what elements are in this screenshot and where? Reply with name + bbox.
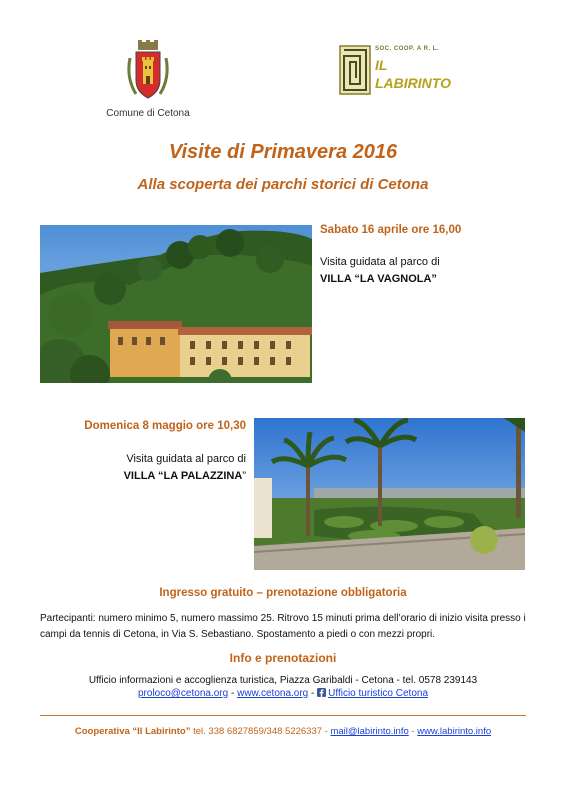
tourist-office-line: Ufficio informazioni e accoglienza turistica, Piazza Garibaldi - Cetona - tel. 0578 239143 xyxy=(88,675,478,686)
comune-crest-icon xyxy=(124,40,172,104)
logo-word-labirinto: LABIRINTO xyxy=(375,75,451,91)
comune-label: Comune di Cetona xyxy=(106,108,190,119)
proloco-email-link[interactable]: proloco@cetona.org xyxy=(137,688,229,699)
event1-description: Visita guidata al parco di xyxy=(320,256,440,268)
event1-villa: VILLA “LA VAGNOLA” xyxy=(320,273,437,285)
separator: - xyxy=(228,688,238,699)
page-subtitle: Alla scoperta dei parchi storici di Cetona xyxy=(137,176,429,193)
facebook-icon[interactable] xyxy=(317,688,326,697)
logo-word-il: IL xyxy=(375,57,388,73)
event1-date: Sabato 16 aprile ore 16,00 xyxy=(320,224,462,236)
event2-villa-name: VILLA “LA PALAZZINA xyxy=(123,470,243,482)
event2-description: Visita guidata al parco di xyxy=(126,453,246,465)
event2-villa-closing-quote: ” xyxy=(242,470,246,482)
separator: - xyxy=(408,726,418,737)
page-title: Visite di Primavera 2016 xyxy=(168,141,398,163)
event2-villa xyxy=(0,470,246,482)
footer-divider xyxy=(40,715,526,716)
coop-name: Cooperativa “Il Labirinto” xyxy=(74,726,191,737)
labirinto-email-link[interactable]: mail@labirinto.info xyxy=(330,726,409,737)
info-heading: Info e prenotazioni xyxy=(229,651,337,665)
labirinto-website-link[interactable]: www.labirinto.info xyxy=(417,726,492,737)
cetona-website-link[interactable]: www.cetona.org xyxy=(237,688,309,699)
ingresso-notice: Ingresso gratuito – prenotazione obbligatoria xyxy=(159,587,407,599)
separator: - xyxy=(308,688,318,699)
villa-vagnola-photo xyxy=(40,225,312,383)
participants-paragraph: Partecipanti: numero minimo 5, numero massimo 25. Ritrovo 15 minuti prima dell’orario di inizio visita presso i campi da tennis di Cetona, in Via S. Sebastiano. Spostamento a piedi o con mezzi propri. xyxy=(40,613,526,640)
contact-links xyxy=(0,688,566,699)
villa-palazzina-photo xyxy=(254,418,525,570)
event2-date: Domenica 8 maggio ore 10,30 xyxy=(84,420,246,432)
coop-phone: tel. 338 6827859/348 5226337 - xyxy=(190,726,331,737)
facebook-page-link[interactable]: Ufficio turistico Cetona xyxy=(328,688,428,699)
footer xyxy=(0,726,566,737)
logo-caption: SOC. COOP. A R. L. xyxy=(375,46,440,52)
